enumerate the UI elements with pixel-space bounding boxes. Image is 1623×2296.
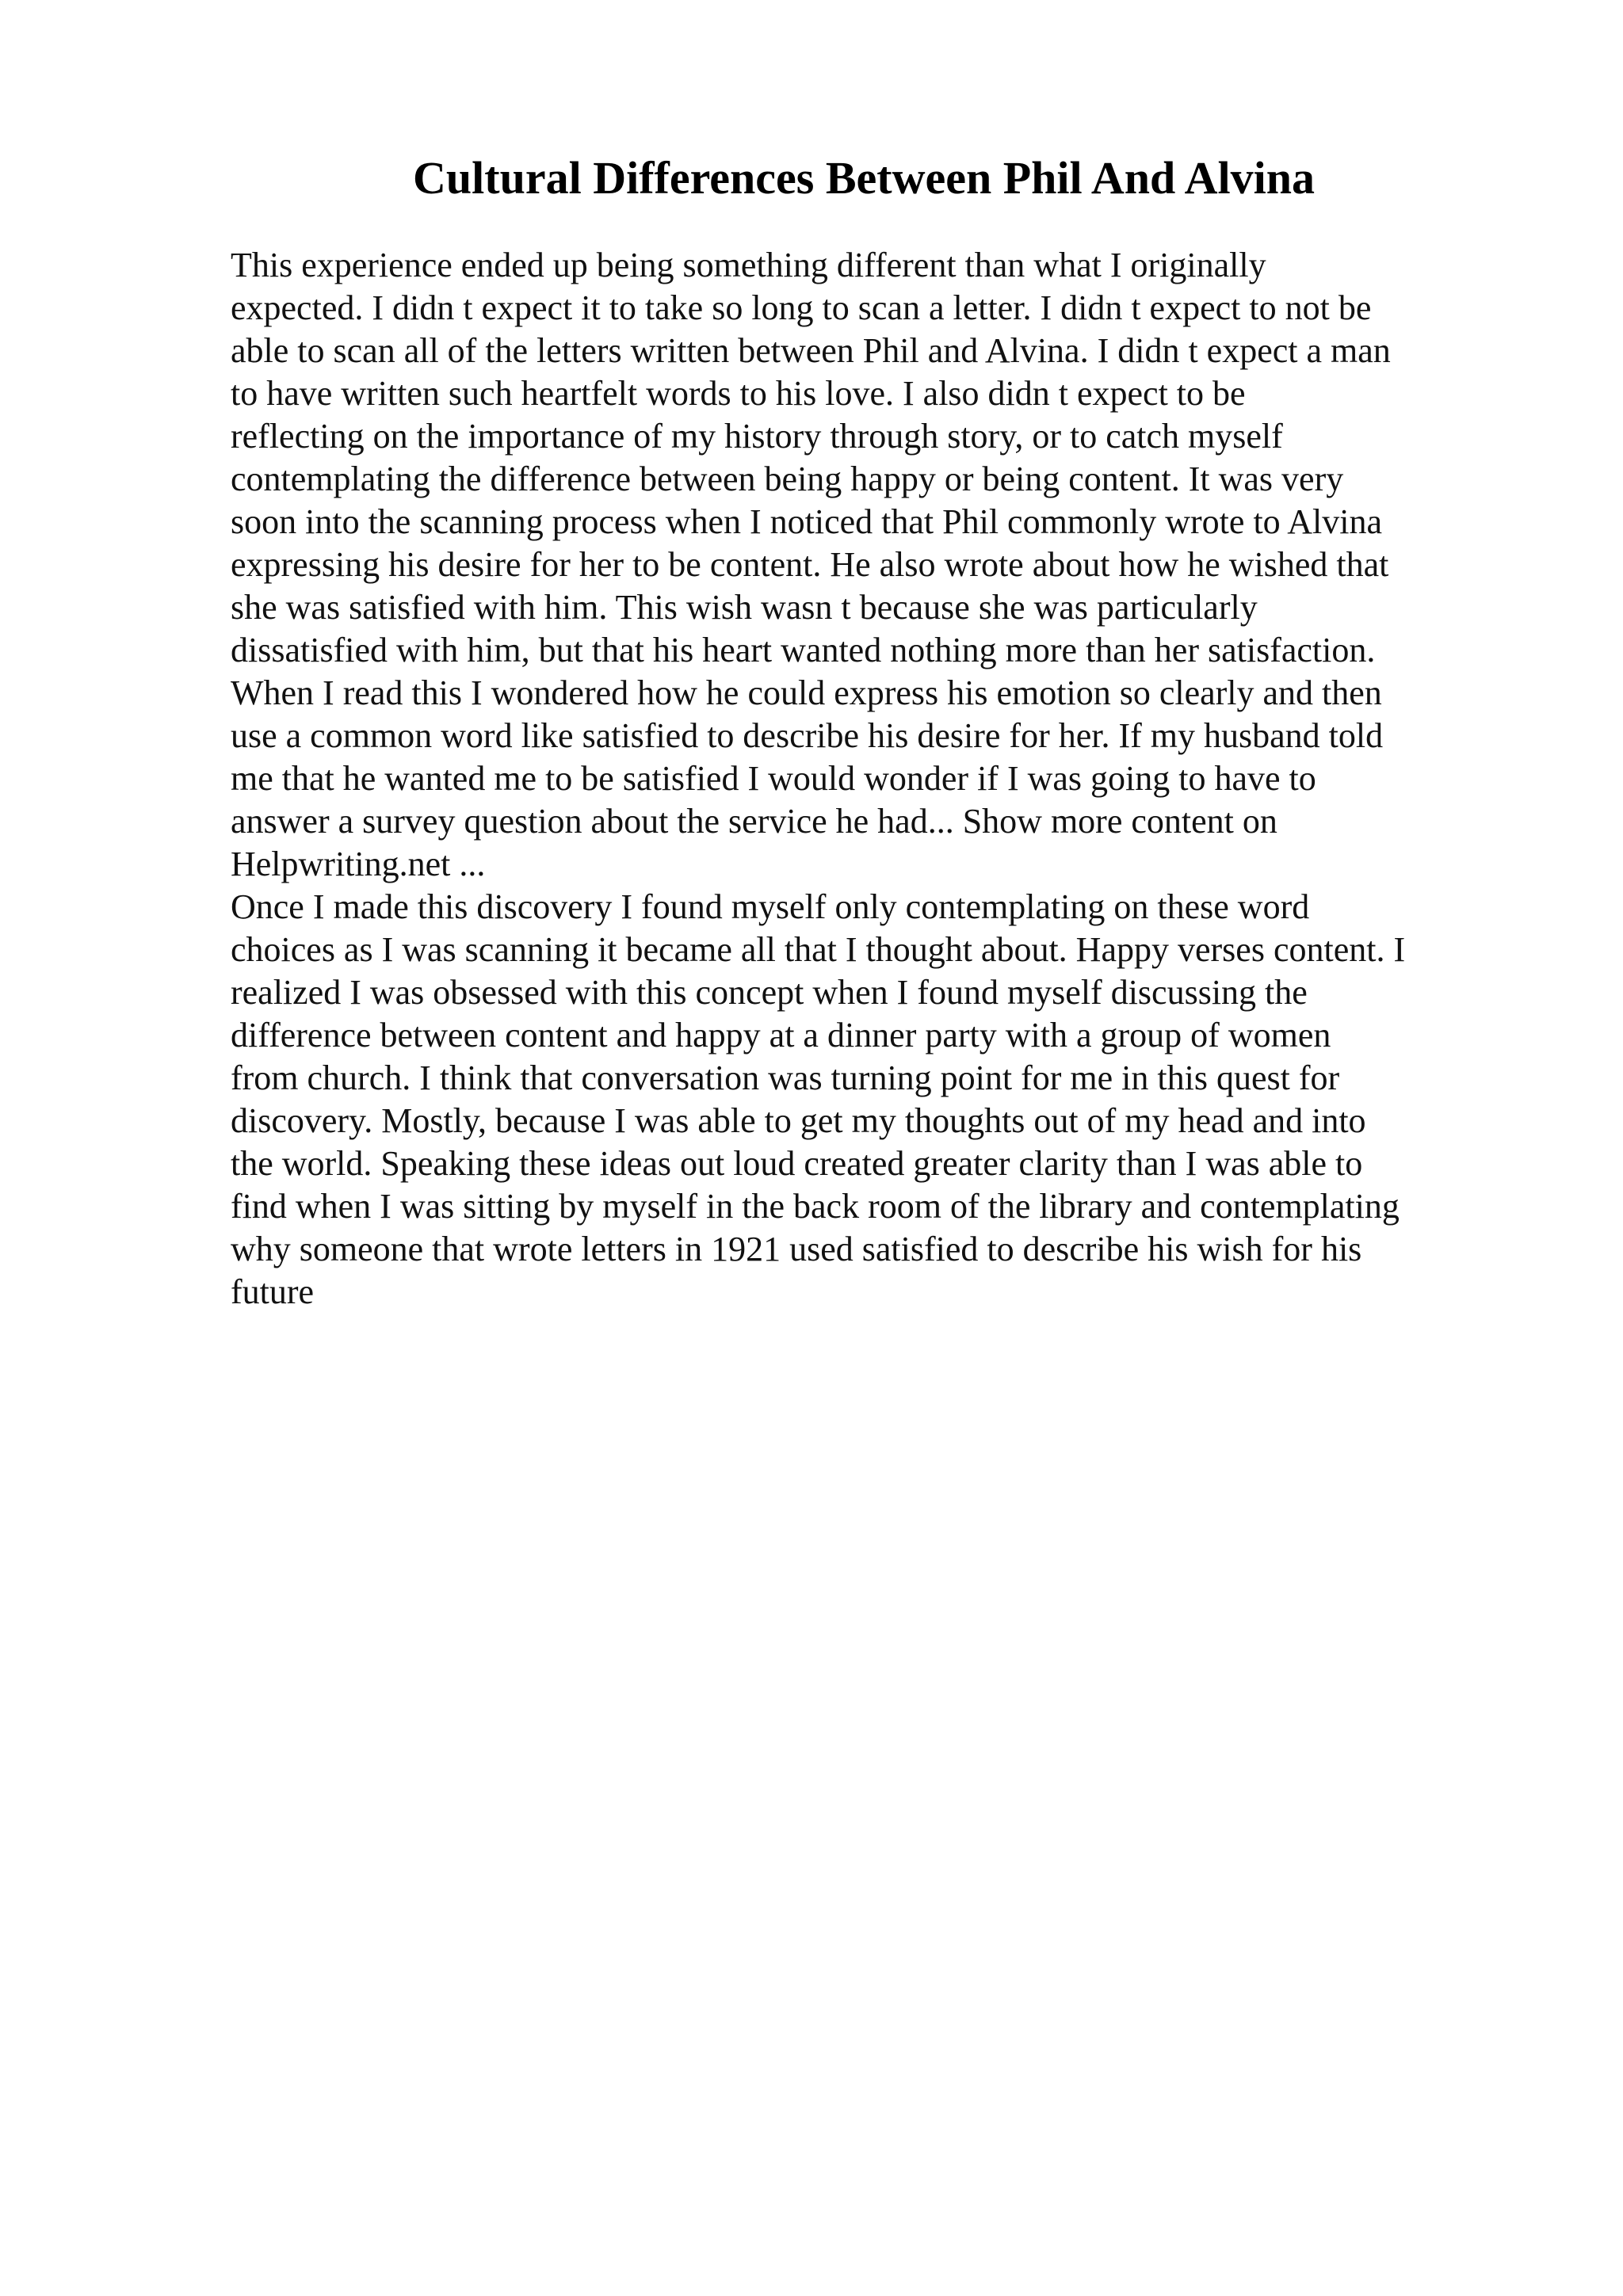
body-line: This experience ended up being something different than what I originally	[231, 246, 1266, 284]
body-line: Once I made this discovery I found myself only contemplating on these word	[231, 887, 1310, 926]
body-line: expressing his desire for her to be content. He also wrote about how he wished that	[231, 545, 1389, 584]
body-line: use a common word like satisfied to describe his desire for her. If my husband told	[231, 716, 1384, 755]
body-line: dissatisfied with him, but that his heart wanted nothing more than her satisfaction.	[231, 631, 1376, 669]
body-line: she was satisfied with him. This wish wasn t because she was particularly	[231, 588, 1258, 627]
body-line: Helpwriting.net ...	[231, 845, 486, 883]
body-line: able to scan all of the letters written between Phil and Alvina. I didn t expect a man	[231, 331, 1391, 370]
body-line: realized I was obsessed with this concept when I found myself discussing the	[231, 973, 1308, 1012]
body-line: find when I was sitting by myself in the back room of the library and contemplating	[231, 1187, 1400, 1226]
body-line: discovery. Mostly, because I was able to get my thoughts out of my head and into	[231, 1101, 1366, 1140]
document-title: Cultural Differences Between Phil And Alvina	[413, 152, 1315, 204]
body-line: choices as I was scanning it became all that I thought about. Happy verses content. I	[231, 930, 1406, 969]
body-line: reflecting on the importance of my history through story, or to catch myself	[231, 417, 1283, 456]
document-body	[231, 244, 1514, 1314]
body-line: When I read this I wondered how he could express his emotion so clearly and then	[231, 673, 1382, 712]
body-line: why someone that wrote letters in 1921 used satisfied to describe his wish for his	[231, 1230, 1362, 1268]
body-line: to have written such heartfelt words to his love. I also didn t expect to be	[231, 374, 1246, 413]
body-line: soon into the scanning process when I noticed that Phil commonly wrote to Alvina	[231, 502, 1382, 541]
body-line: contemplating the difference between being happy or being content. It was very	[231, 460, 1344, 498]
body-line: future	[231, 1272, 315, 1311]
body-line: me that he wanted me to be satisfied I would wonder if I was going to have to	[231, 759, 1316, 798]
body-line: the world. Speaking these ideas out loud created greater clarity than I was able to	[231, 1144, 1363, 1183]
body-line: difference between content and happy at a dinner party with a group of women	[231, 1016, 1331, 1055]
body-line: answer a survey question about the service he had... Show more content on	[231, 802, 1277, 841]
body-line: from church. I think that conversation was turning point for me in this quest for	[231, 1058, 1340, 1097]
body-line: expected. I didn t expect it to take so long to scan a letter. I didn t expect to not be	[231, 288, 1372, 327]
